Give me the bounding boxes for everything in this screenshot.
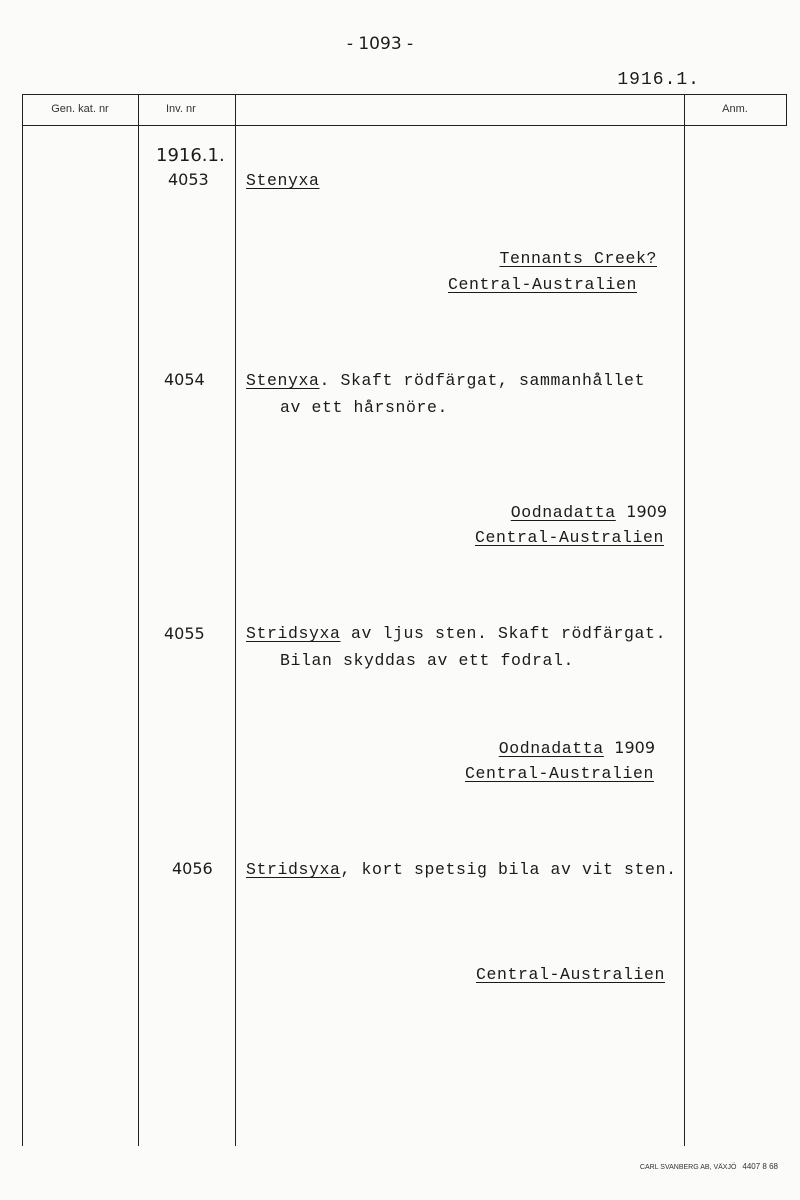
place-name: Tennants Creek? <box>499 249 657 268</box>
accession-number-column: 1916.1. <box>156 145 225 166</box>
header-gen-kat-nr: Gen. kat. nr <box>51 103 109 115</box>
printer-name: CARL SVANBERG AB, VÄXJÖ <box>639 1164 737 1171</box>
place-line <box>499 249 657 268</box>
inv-number: 4054 <box>164 370 205 389</box>
column-divider-desc-anm <box>684 94 685 1146</box>
description-continuation: av ett hårsnöre. <box>280 398 449 417</box>
description-line <box>246 860 677 879</box>
form-code: 4407 8 68 <box>742 1162 778 1171</box>
inv-number: 4056 <box>172 859 213 878</box>
object-term: Stridsyxa <box>246 624 341 643</box>
description-line <box>246 371 645 390</box>
column-divider-right-edge <box>786 94 787 126</box>
region-name: Central-Australien <box>475 965 665 984</box>
place-line <box>511 502 667 522</box>
description-line <box>246 171 320 190</box>
region-name: Central-Australien <box>447 275 637 294</box>
place-year: 1909 <box>626 502 667 521</box>
object-term: Stenyxa <box>246 371 320 390</box>
region-line <box>475 528 664 547</box>
region-line <box>465 764 654 783</box>
region-name: Central-Australien <box>464 764 654 783</box>
table-header-rule <box>22 125 787 126</box>
place-name: Oodnadatta <box>510 503 616 522</box>
header-inv-nr: Inv. nr <box>166 103 196 115</box>
inv-number: 4055 <box>164 624 205 643</box>
inv-number: 4053 <box>168 170 209 189</box>
description-rest: . Skaft rödfärgat, sammanhållet <box>319 371 646 390</box>
region-line <box>476 965 665 984</box>
page-number: - 1093 - <box>346 34 414 54</box>
place-year: 1909 <box>614 738 655 757</box>
printer-imprint <box>640 1162 778 1171</box>
table-top-rule <box>22 94 787 95</box>
description-continuation: Bilan skyddas av ett fodral. <box>280 651 575 670</box>
description-rest: av ljus sten. Skaft rödfärgat. <box>340 624 667 643</box>
region-name: Central-Australien <box>474 528 664 547</box>
object-term: Stridsyxa <box>246 860 341 879</box>
column-divider-inv-desc <box>235 94 236 1146</box>
description-rest: , kort spetsig bila av vit sten. <box>340 860 677 879</box>
header-anm: Anm. <box>722 103 748 115</box>
place-line <box>499 738 655 758</box>
column-divider-gen-inv <box>138 94 139 1146</box>
description-line <box>246 624 666 643</box>
place-name: Oodnadatta <box>498 739 604 758</box>
region-line <box>448 275 637 294</box>
accession-number-header: 1916.1. <box>617 70 700 90</box>
column-divider-left-edge <box>22 94 23 1146</box>
object-term: Stenyxa <box>246 171 320 190</box>
